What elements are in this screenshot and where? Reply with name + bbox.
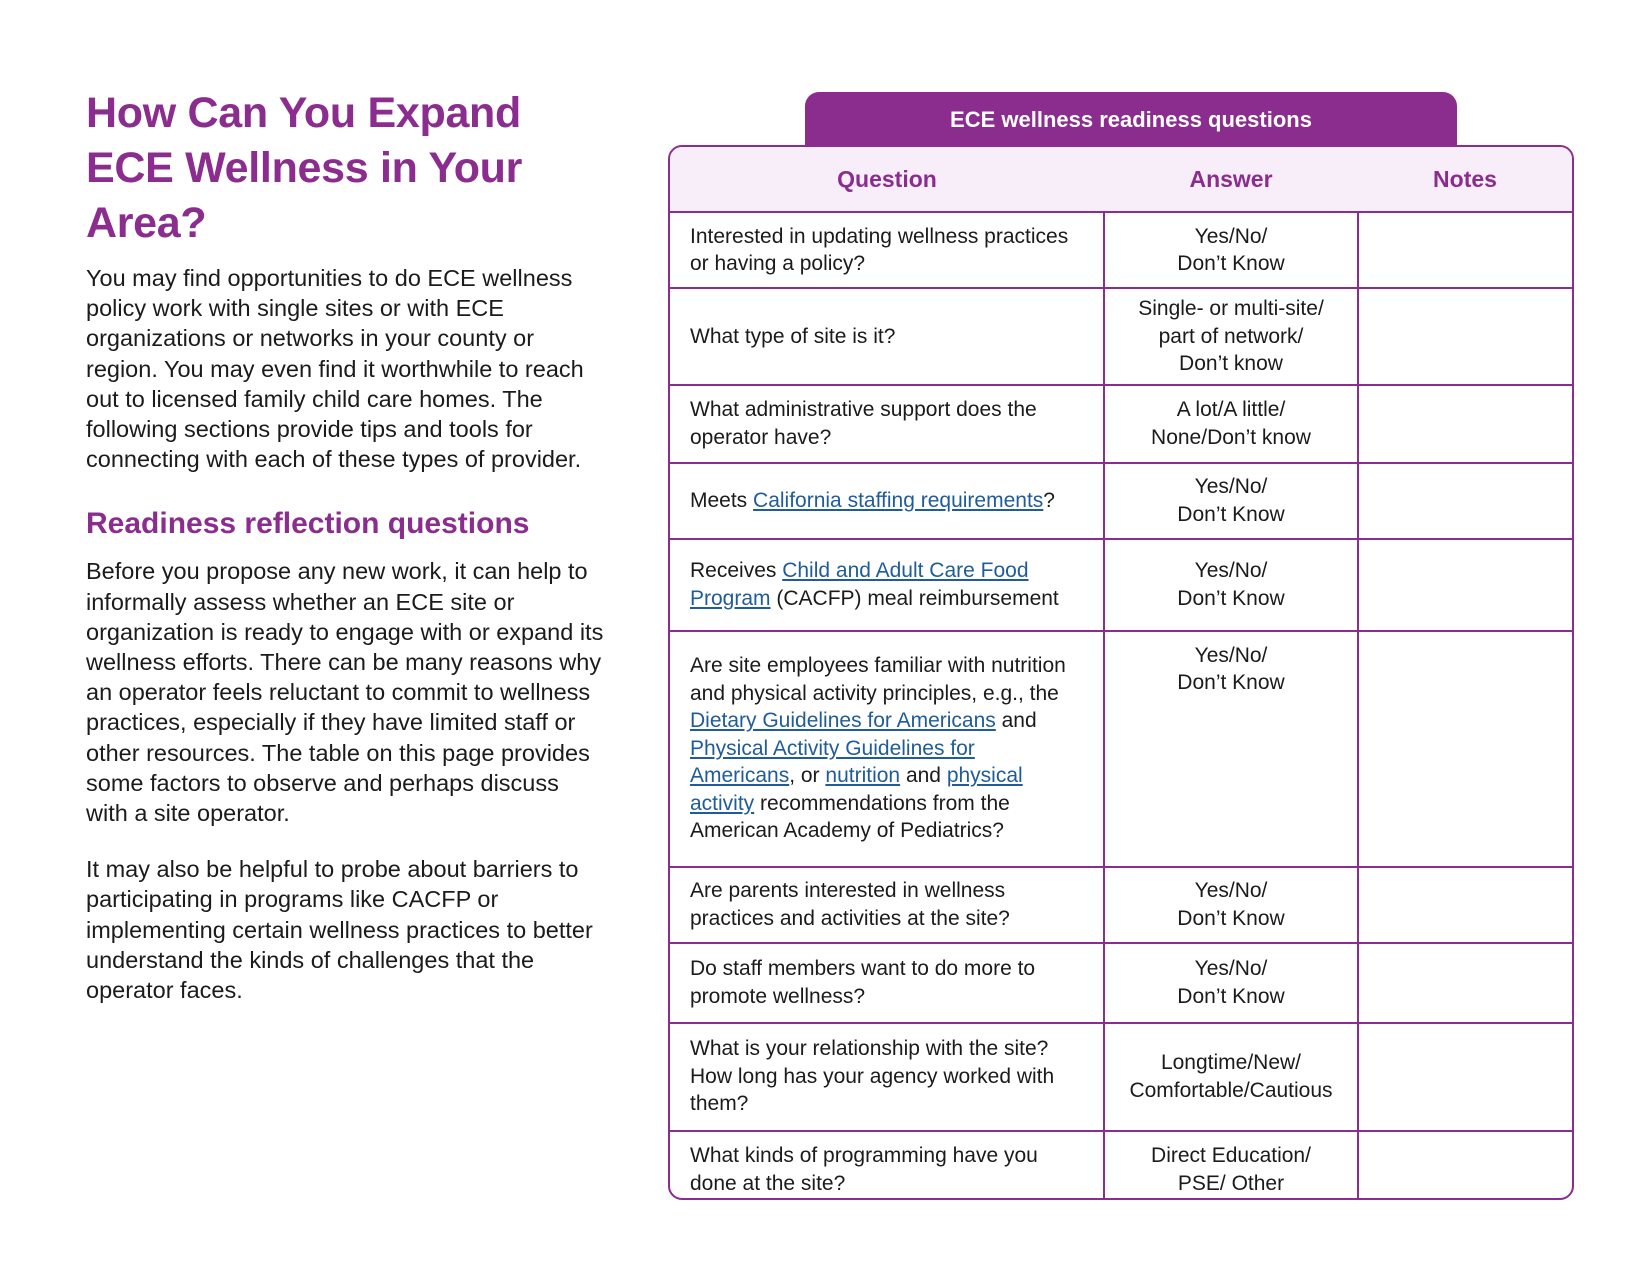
answer-line: Don’t Know	[1177, 906, 1285, 930]
answer-line: Yes/No/	[1194, 957, 1268, 980]
question-text: Meets	[690, 488, 754, 512]
answer-line: Yes/No/	[1194, 224, 1268, 248]
question-text: Are site employees familiar with nutrition and physical activity principles, e.g., the	[690, 654, 1066, 705]
notes-cell[interactable]	[1358, 288, 1572, 385]
readiness-table	[668, 145, 1574, 1200]
answer-line: Yes/No/	[1194, 559, 1268, 582]
question-text: Receives	[690, 559, 783, 582]
table-row	[670, 943, 1572, 1023]
answer-line: Don’t Know	[1177, 671, 1285, 694]
answer-cell	[1104, 539, 1358, 631]
question-cell: What type of site is it?	[670, 288, 1104, 385]
physical-activity-guidelines-link[interactable]: Physical Activity Guidelines for Americans	[690, 736, 975, 788]
notes-cell[interactable]	[1358, 631, 1572, 867]
notes-cell[interactable]	[1358, 385, 1572, 463]
dietary-guidelines-link[interactable]: Dietary Guidelines for Americans	[690, 709, 996, 733]
answer-line: Direct Education/	[1151, 1144, 1311, 1167]
nutrition-link[interactable]: nutrition	[825, 764, 901, 788]
answer-line: A lot/A little/	[1176, 398, 1286, 421]
answer-cell	[1104, 288, 1358, 385]
notes-cell[interactable]	[1358, 463, 1572, 539]
answer-line: part of network/	[1158, 324, 1304, 348]
question-text: , or	[789, 764, 826, 788]
table-title-tab: ECE wellness readiness questions	[805, 92, 1457, 146]
readiness-paragraph: Before you propose any new work, it can help to informally assess whether an ECE site or organization is ready to engage with or expand its wellness efforts. There can be many reasons why an operator feels reluctant to commit to wellness practices, especially if they have limited staff or other resources. The table on this page provides some factors to observe and perhaps discuss with a site operator.	[86, 558, 604, 827]
table-row	[670, 1023, 1572, 1131]
answer-cell	[1104, 385, 1358, 463]
answer-cell	[1104, 631, 1358, 867]
question-cell	[670, 539, 1104, 631]
notes-cell[interactable]	[1358, 1131, 1572, 1201]
answer-cell	[1104, 463, 1358, 539]
question-cell	[670, 631, 1104, 867]
answer-cell	[1104, 867, 1358, 943]
table-row	[670, 1131, 1572, 1201]
intro-paragraph: You may find opportunities to do ECE wellness policy work with single sites or with ECE organizations or networks in your county or region. You may even find it worthwhile to reach out to licensed family child care homes. The following sections provide tips and tools for connecting with each of these types of provider.	[86, 265, 584, 473]
left-column	[86, 86, 606, 1005]
answer-cell	[1104, 943, 1358, 1023]
california-staffing-link[interactable]: California staffing requirements	[753, 488, 1044, 512]
cacfp-link[interactable]: Child and Adult Care Food Program	[690, 559, 1029, 610]
question-text: and	[900, 764, 947, 788]
table-row	[670, 212, 1572, 288]
question-cell: What administrative support does the operator have?	[670, 385, 1104, 463]
answer-line: Don’t Know	[1177, 252, 1285, 275]
question-cell: What is your relationship with the site? How long has your agency worked with them?	[670, 1023, 1104, 1131]
table-header-row	[670, 147, 1572, 212]
answer-line: Don’t Know	[1177, 502, 1285, 526]
table-row	[670, 385, 1572, 463]
question-text: (CACFP) meal reimbursement	[770, 586, 1059, 610]
answer-line: Comfortable/Cautious	[1129, 1078, 1333, 1102]
answer-line: Longtime/New/	[1160, 1051, 1302, 1074]
barriers-paragraph: It may also be helpful to probe about barriers to participating in programs like CACFP or implementing certain wellness practices to better understand the kinds of challenges that the operator faces.	[86, 856, 593, 1004]
answer-line: Yes/No/	[1194, 643, 1268, 667]
header-notes: Notes	[1358, 147, 1572, 212]
question-text: ?	[1043, 488, 1055, 512]
answer-cell	[1104, 1131, 1358, 1201]
answer-line: Don’t Know	[1177, 984, 1285, 1008]
question-cell: What kinds of programming have you done at the site?	[670, 1131, 1104, 1201]
question-cell: Do staff members want to do more to promote wellness?	[670, 943, 1104, 1023]
answer-line: PSE/ Other	[1177, 1171, 1285, 1195]
question-cell	[670, 463, 1104, 539]
header-question: Question	[670, 147, 1104, 212]
answer-line: Don’t know	[1179, 352, 1283, 375]
answer-line: None/Don’t know	[1151, 425, 1311, 449]
question-cell: Are parents interested in wellness practices and activities at the site?	[670, 867, 1104, 943]
table-row	[670, 463, 1572, 539]
question-text: recommendations from the American Academy of Pediatrics?	[690, 791, 1010, 843]
notes-cell[interactable]	[1358, 1023, 1572, 1131]
question-cell: Interested in updating wellness practices or having a policy?	[690, 224, 1069, 275]
notes-cell[interactable]	[1358, 212, 1572, 288]
page-title: How Can You Expand ECE Wellness in Your Area?	[86, 89, 523, 247]
table-row	[670, 867, 1572, 943]
section-heading: Readiness reflection questions	[86, 507, 530, 541]
notes-cell[interactable]	[1358, 867, 1572, 943]
question-text: and	[995, 709, 1037, 733]
notes-cell[interactable]	[1358, 539, 1572, 631]
answer-line: Don’t Know	[1177, 586, 1285, 610]
answer-line: Single- or multi-site/	[1138, 297, 1324, 320]
answer-line: Yes/No/	[1194, 879, 1268, 902]
answer-cell	[1104, 212, 1358, 288]
answer-cell	[1104, 1023, 1358, 1131]
table-row	[670, 288, 1572, 385]
table-row	[670, 631, 1572, 867]
physical-activity-link[interactable]: physical activity	[690, 764, 1023, 815]
header-answer: Answer	[1104, 147, 1358, 212]
notes-cell[interactable]	[1358, 943, 1572, 1023]
answer-line: Yes/No/	[1194, 475, 1268, 498]
table-row	[670, 539, 1572, 631]
